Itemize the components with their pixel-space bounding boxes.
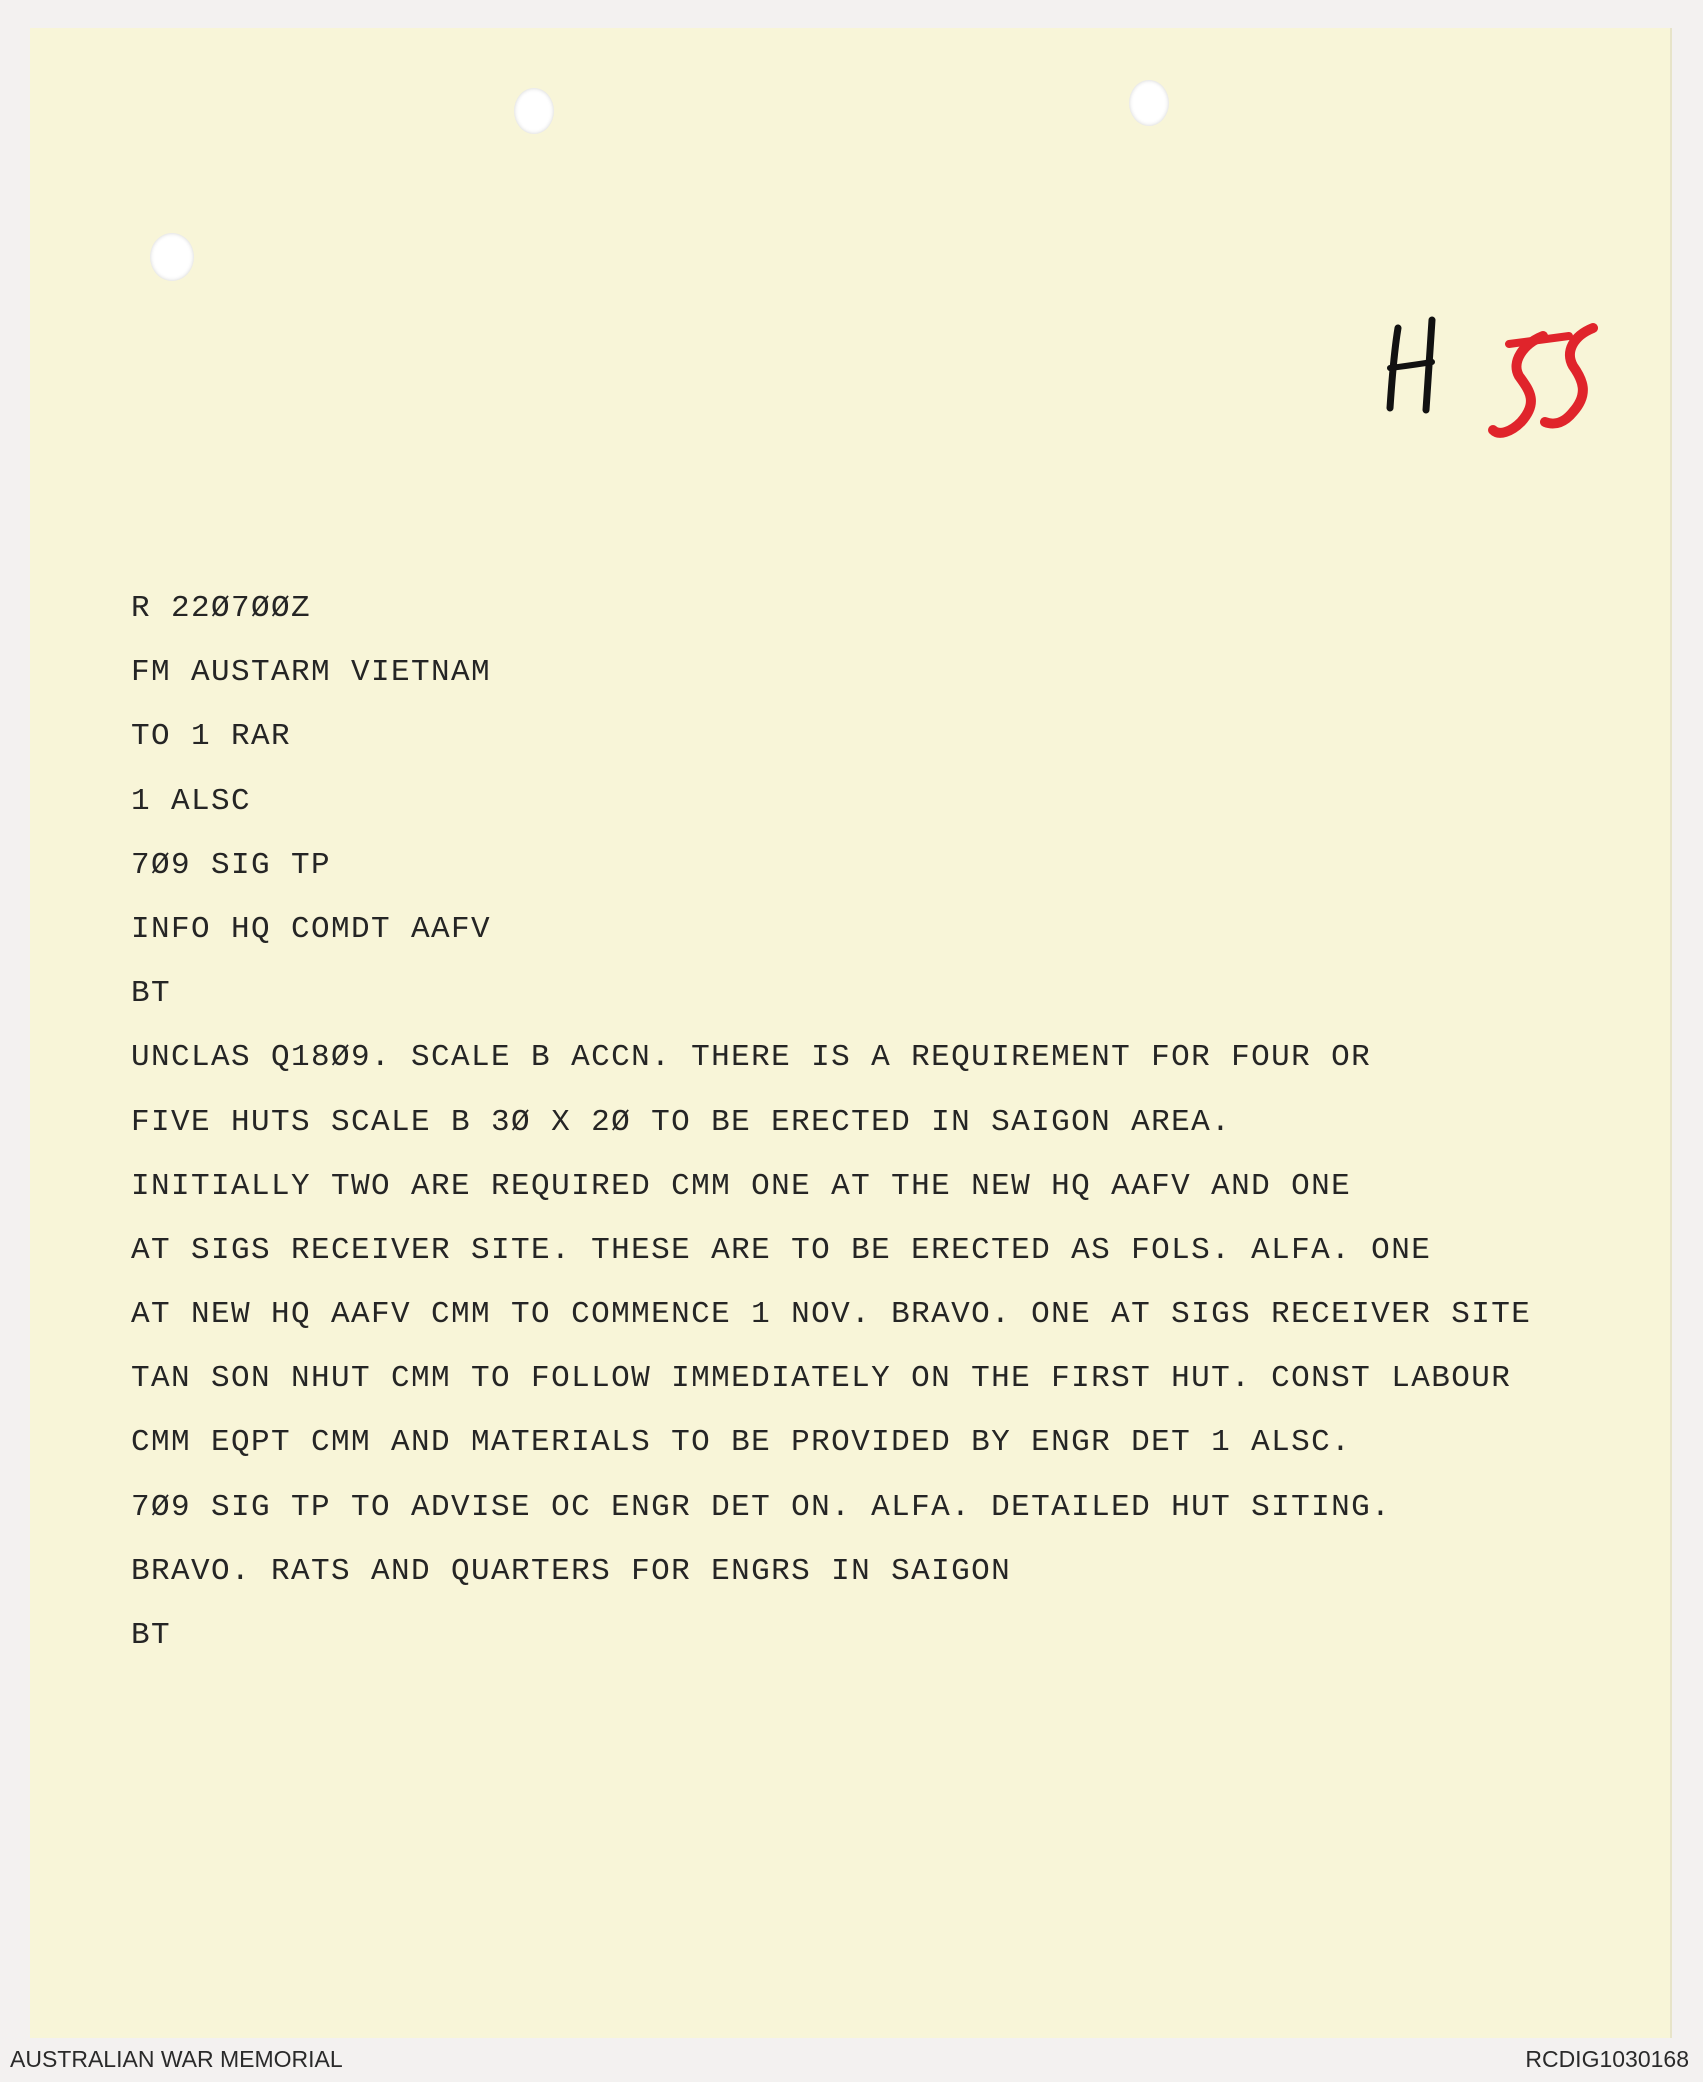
- footer-record-id: RCDIG1030168: [1525, 2046, 1689, 2072]
- punch-hole-top-center: [514, 88, 554, 134]
- message-body-line-6: TAN SON NHUT CMM TO FOLLOW IMMEDIATELY ON THE FIRST HUT. CONST LABOUR: [131, 1361, 1512, 1397]
- message-body-line-8: 7Ø9 SIG TP TO ADVISE OC ENGR DET ON. ALFA. DETAILED HUT SITING.: [131, 1489, 1392, 1525]
- punch-hole-top-left: [150, 233, 194, 281]
- punch-hole-top-right: [1129, 80, 1169, 126]
- message-body-line-7: CMM EQPT CMM AND MATERIALS TO BE PROVIDED BY ENGR DET 1 ALSC.: [131, 1425, 1352, 1461]
- message-line-addressee-3: 7Ø9 SIG TP: [131, 847, 332, 883]
- message-line-precedence: R 22Ø7ØØZ: [131, 591, 312, 626]
- message-body-line-3: INITIALLY TWO ARE REQUIRED CMM ONE AT THE NEW HQ AAFV AND ONE: [131, 1168, 1352, 1204]
- telegram-message: [131, 589, 1581, 1680]
- message-line-break-start: BT: [131, 976, 172, 1012]
- message-body-line-1: UNCLAS Q18Ø9. SCALE B ACCN. THERE IS A REQUIREMENT FOR FOUR OR: [131, 1040, 1372, 1076]
- message-line-break-end: BT: [131, 1618, 172, 1653]
- message-line-addressee-2: 1 ALSC: [131, 783, 252, 819]
- message-body-line-2: FIVE HUTS SCALE B 3Ø X 2Ø TO BE ERECTED IN SAIGON AREA.: [131, 1104, 1232, 1140]
- message-line-info: INFO HQ COMDT AAFV: [131, 911, 492, 947]
- footer-source-label: AUSTRALIAN WAR MEMORIAL: [10, 2046, 343, 2072]
- message-body-line-4: AT SIGS RECEIVER SITE. THESE ARE TO BE ERECTED AS FOLS. ALFA. ONE: [131, 1232, 1432, 1268]
- message-body-line-9: BRAVO. RATS AND QUARTERS FOR ENGRS IN SAIGON: [131, 1553, 1012, 1589]
- message-line-to: TO 1 RAR: [131, 719, 292, 755]
- handwritten-red-number-mark: [1485, 318, 1635, 458]
- message-body-line-5: AT NEW HQ AAFV CMM TO COMMENCE 1 NOV. BRAVO. ONE AT SIGS RECEIVER SITE: [131, 1297, 1532, 1333]
- message-line-from: FM AUSTARM VIETNAM: [131, 655, 492, 691]
- handwritten-h-mark: [1380, 290, 1450, 420]
